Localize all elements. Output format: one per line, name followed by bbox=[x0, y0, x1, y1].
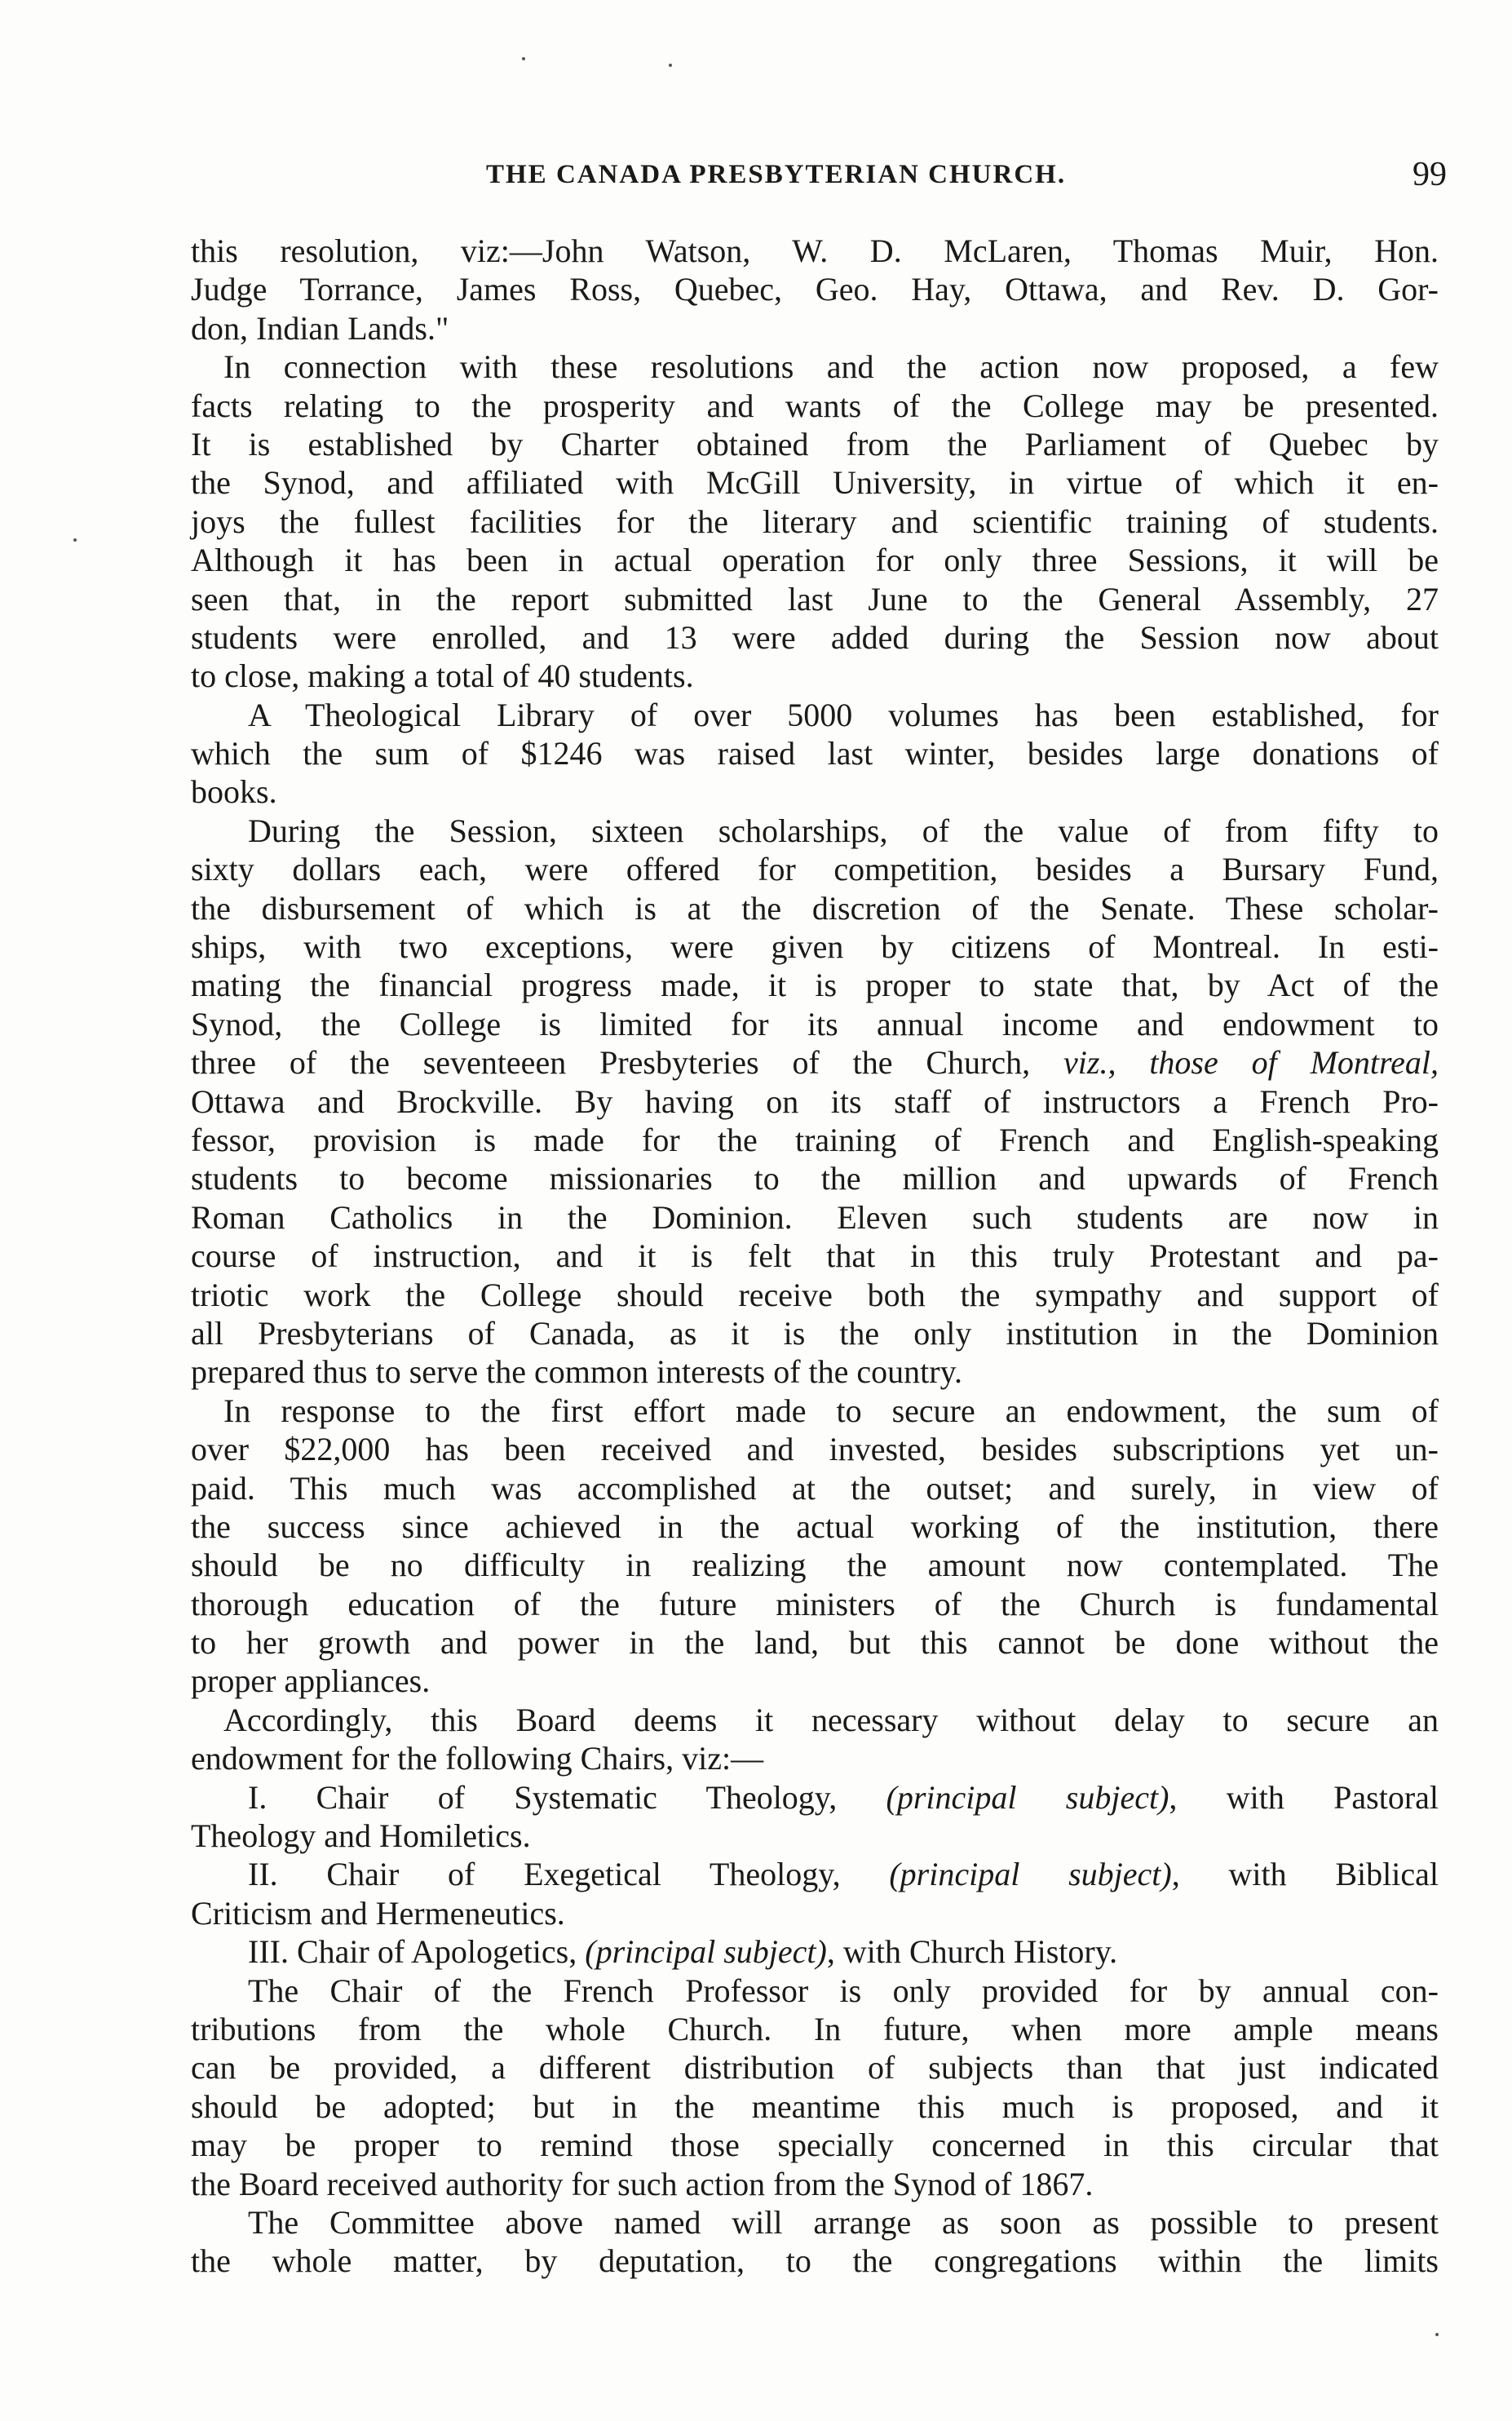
text-line: joys the fullest facilities for the literary and scientific training of students. bbox=[191, 502, 1439, 540]
text-line: Synod, the College is limited for its annual income and endowment to bbox=[191, 1005, 1439, 1042]
text-line: over $22,000 has been received and invested, besides subscriptions yet un- bbox=[191, 1431, 1439, 1468]
text-line: course of instruction, and it is felt that in this truly Protestant and pa- bbox=[191, 1237, 1439, 1275]
text-line: can be provided, a different distribution of subjects than that just indicated bbox=[191, 2049, 1439, 2087]
text-line: prepared thus to serve the common interests of the country. bbox=[191, 1353, 963, 1391]
text-line: don, Indian Lands." bbox=[191, 309, 449, 347]
text-line: the disbursement of which is at the discretion of the Senate. These scholar- bbox=[191, 889, 1439, 927]
text-line: facts relating to the prosperity and wants of the College may be presented. bbox=[191, 387, 1439, 424]
text-line: should be no difficulty in realizing the amount now contemplated. The bbox=[191, 1547, 1439, 1584]
text-line: The Chair of the French Professor is only provided for by annual con- bbox=[248, 1972, 1439, 2009]
text-line: It is established by Charter obtained from the Parliament of Quebec by bbox=[191, 425, 1439, 463]
text-line: which the sum of $1246 was raised last winter, besides large donations of bbox=[191, 735, 1439, 772]
page-number: 99 bbox=[1413, 156, 1447, 193]
text-line: mating the financial progress made, it is proper to state that, by Act of the bbox=[191, 967, 1439, 1004]
text-line: this resolution, viz:—John Watson, W. D. McLaren, Thomas Muir, Hon. bbox=[191, 232, 1439, 269]
text-line: proper appliances. bbox=[191, 1662, 431, 1700]
text-line: may be proper to remind those specially concerned in this circular that bbox=[191, 2127, 1439, 2164]
text-line: fessor, provision is made for the training of French and English-speaking bbox=[191, 1121, 1439, 1158]
text-line: Theology and Homiletics. bbox=[191, 1817, 531, 1855]
print-speck bbox=[73, 538, 77, 542]
text-line: A Theological Library of over 5000 volumes has been established, for bbox=[248, 696, 1439, 733]
text-line: three of the seventeeen Presbyteries of the Church, viz., those of Montreal, bbox=[191, 1044, 1439, 1082]
text-line: to close, making a total of 40 students. bbox=[191, 657, 694, 695]
text-line: tributions from the whole Church. In future, when more ample means bbox=[191, 2010, 1439, 2047]
text-line: Criticism and Hermeneutics. bbox=[191, 1894, 565, 1932]
text-line: to her growth and power in the land, but this cannot be done without the bbox=[191, 1624, 1439, 1662]
text-line: sixty dollars each, were offered for competition, besides a Bursary Fund, bbox=[191, 851, 1439, 888]
text-line: triotic work the College should receive both the sympathy and support of bbox=[191, 1276, 1439, 1313]
text-line: Judge Torrance, James Ross, Quebec, Geo. Hay, Ottawa, and Rev. D. Gor- bbox=[191, 271, 1439, 308]
text-line: During the Session, sixteen scholarships, of the value of from fifty to bbox=[248, 812, 1439, 849]
text-line: should be adopted; but in the meantime this much is proposed, and it bbox=[191, 2087, 1439, 2125]
print-speck bbox=[669, 64, 672, 67]
running-head bbox=[191, 156, 1447, 201]
text-line: In connection with these resolutions and the action now proposed, a few bbox=[223, 348, 1439, 386]
text-line: In response to the first effort made to secure an endowment, the sum of bbox=[223, 1392, 1439, 1429]
text-line: Although it has been in actual operation for only three Sessions, it will be bbox=[191, 542, 1439, 579]
body-text bbox=[191, 232, 1439, 2281]
text-line: seen that, in the report submitted last June to the General Assembly, 27 bbox=[191, 580, 1439, 617]
text-line: Accordingly, this Board deems it necessary without delay to secure an bbox=[223, 1701, 1439, 1738]
print-speck bbox=[522, 57, 525, 60]
text-line: the Synod, and affiliated with McGill University, in virtue of which it en- bbox=[191, 464, 1439, 502]
text-line: students to become missionaries to the million and upwards of French bbox=[191, 1160, 1439, 1197]
text-line: Ottawa and Brockville. By having on its staff of instructors a French Pro- bbox=[191, 1082, 1439, 1120]
text-line: endowment for the following Chairs, viz:— bbox=[191, 1740, 764, 1777]
text-line: the Board received authority for such action from the Synod of 1867. bbox=[191, 2165, 1094, 2202]
text-line: paid. This much was accomplished at the outset; and surely, in view of bbox=[191, 1469, 1439, 1507]
text-line: thorough education of the future ministers of the Church is fundamental bbox=[191, 1585, 1439, 1622]
text-line: II. Chair of Exegetical Theology, (principal subject), with Biblical bbox=[248, 1856, 1439, 1893]
text-line: the whole matter, by deputation, to the congregations within the limits bbox=[191, 2242, 1439, 2280]
text-line: all Presbyterians of Canada, as it is the only institution in the Dominion bbox=[191, 1314, 1439, 1352]
text-line: students were enrolled, and 13 were added during the Session now about bbox=[191, 618, 1439, 656]
text-line: I. Chair of Systematic Theology, (principal subject), with Pastoral bbox=[248, 1778, 1439, 1816]
text-line: The Committee above named will arrange as soon as possible to present bbox=[248, 2203, 1439, 2241]
running-title: THE CANADA PRESBYTERIAN CHURCH. bbox=[486, 160, 1067, 189]
text-line: the success since achieved in the actual working of the institution, there bbox=[191, 1507, 1439, 1545]
text-line: books. bbox=[191, 773, 277, 811]
text-line: ships, with two exceptions, were given by citizens of Montreal. In esti- bbox=[191, 928, 1439, 966]
text-line: Roman Catholics in the Dominion. Eleven such students are now in bbox=[191, 1198, 1439, 1236]
print-speck bbox=[1435, 2333, 1439, 2336]
text-line: III. Chair of Apologetics, (principal subject), with Church History. bbox=[248, 1933, 1118, 1971]
